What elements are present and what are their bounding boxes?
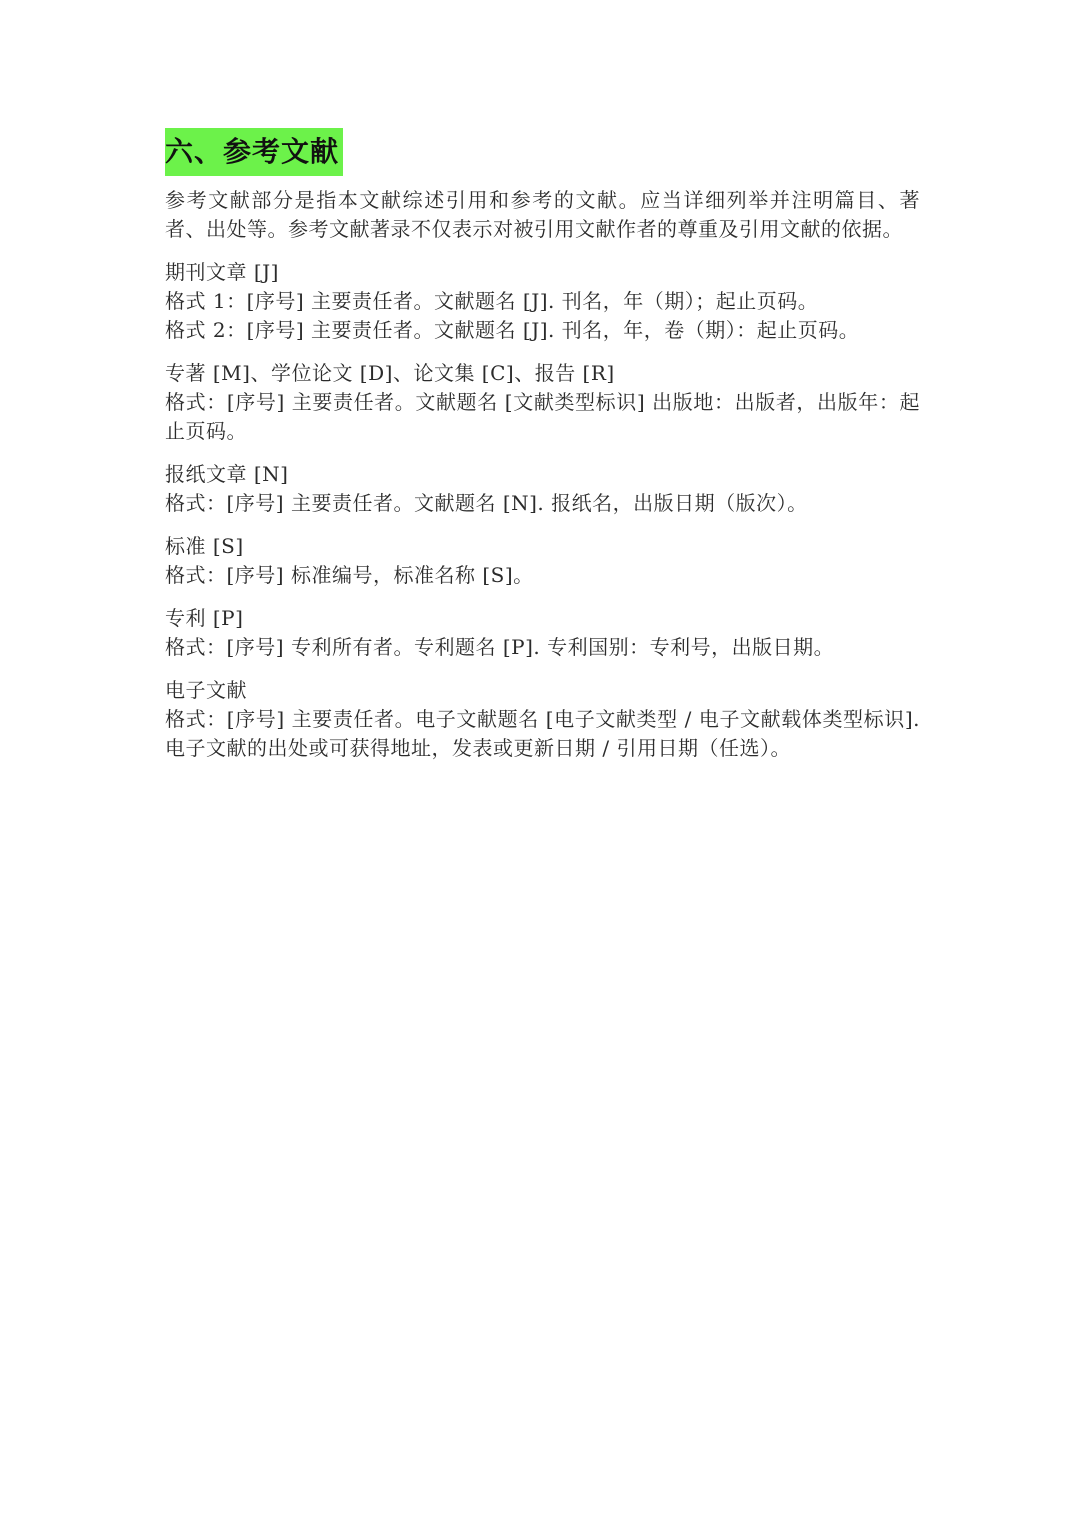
reference-type-title: 报纸文章 [N] [165,462,289,486]
reference-type-electronic [165,676,920,763]
format-line: 格式：[序号] 专利所有者。专利题名 [P]. 专利国别：专利号，出版日期。 [165,635,835,659]
reference-type-title: 电子文献 [165,678,247,702]
format-line: 格式：[序号] 主要责任者。电子文献题名 [电子文献类型 / 电子文献载体类型标识]. 电子文献的出处或可获得地址，发表或更新日期 / 引用日期（任选）。 [165,707,920,760]
intro-paragraph: 参考文献部分是指本文献综述引用和参考的文献。应当详细列举并注明篇目、著者、出处等。参考文献著录不仅表示对被引用文献作者的尊重及引用文献的依据。 [165,188,920,241]
reference-type-title: 标准 [S] [165,534,244,558]
reference-type-title: 期刊文章 [J] [165,260,279,284]
reference-type-standard [165,532,920,590]
reference-type-title: 专利 [P] [165,606,244,630]
reference-type-patent [165,604,920,662]
format-line: 格式：[序号] 主要责任者。文献题名 [N]. 报纸名，出版日期（版次）。 [165,491,808,515]
reference-type-title: 专著 [M]、学位论文 [D]、论文集 [C]、报告 [R] [165,361,615,385]
format-line: 格式：[序号] 主要责任者。文献题名 [文献类型标识] 出版地：出版者，出版年：起止页码。 [165,390,920,443]
reference-type-journal [165,258,920,345]
document-page [165,128,920,777]
reference-type-monograph [165,359,920,446]
format-line: 格式 1：[序号] 主要责任者。文献题名 [J]. 刊名，年（期）；起止页码。 [165,289,819,313]
reference-type-newspaper [165,460,920,518]
format-line: 格式 2：[序号] 主要责任者。文献题名 [J]. 刊名，年，卷（期）：起止页码。 [165,318,860,342]
section-heading: 六、参考文献 [165,128,343,176]
format-line: 格式：[序号] 标准编号，标准名称 [S]。 [165,563,534,587]
